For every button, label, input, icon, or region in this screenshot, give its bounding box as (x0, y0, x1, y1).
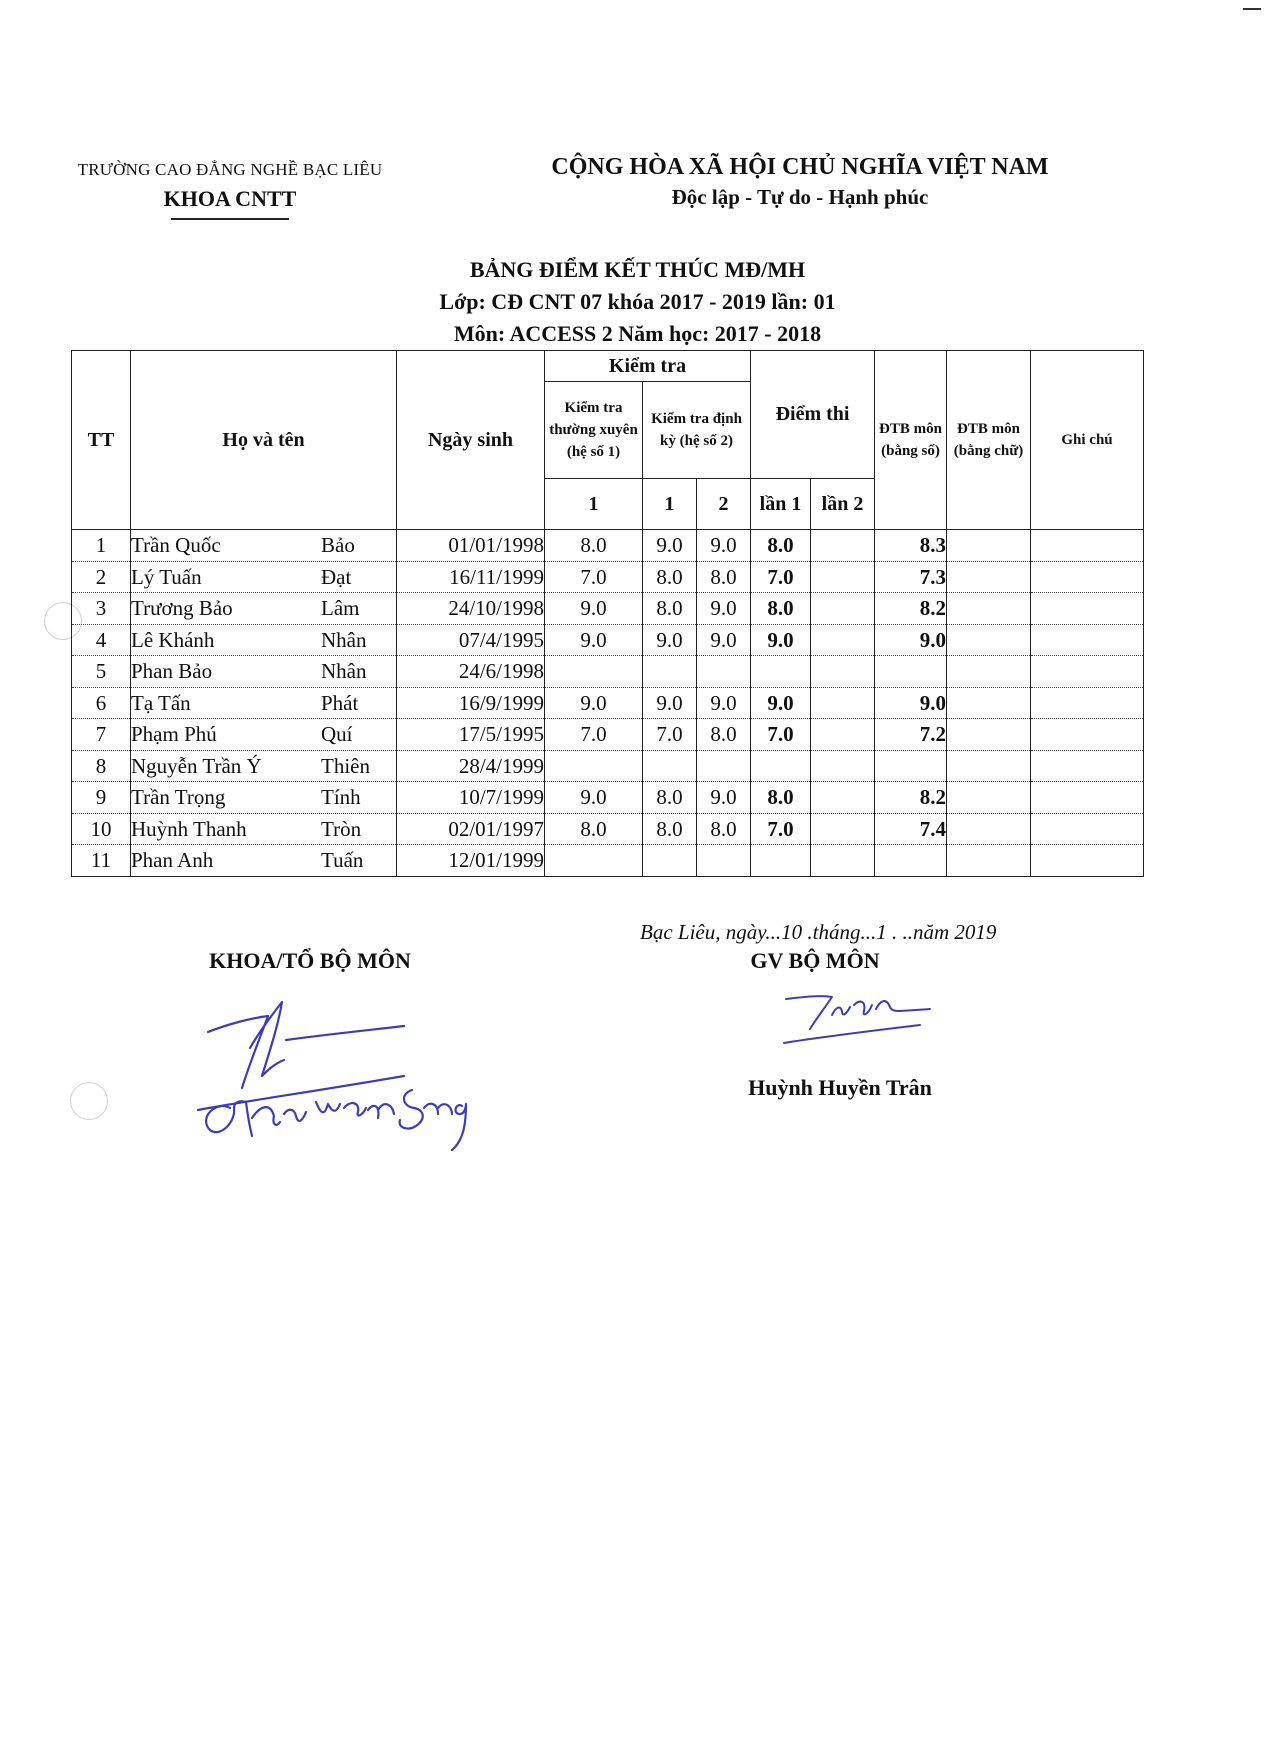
cell-tt: 11 (72, 845, 131, 877)
cell-lan-2 (811, 530, 875, 562)
cell-ghi-chu (1031, 750, 1144, 782)
cell-lan-1: 8.0 (751, 593, 811, 625)
cell-lan-1: 7.0 (751, 561, 811, 593)
table-row (72, 845, 1144, 877)
cell-ghi-chu (1031, 687, 1144, 719)
table-row (72, 750, 1144, 782)
cell-lan-1 (751, 750, 811, 782)
republic-title: CỘNG HÒA XÃ HỘI CHỦ NGHĨA VIỆT NAM (551, 154, 1049, 180)
cell-dtb-chu (947, 656, 1031, 688)
school-name: TRƯỜNG CAO ĐẲNG NGHỀ BẠC LIÊU (77, 160, 383, 179)
cell-lan-2 (811, 845, 875, 877)
cell-ktdk-1: 8.0 (643, 782, 697, 814)
cell-dob: 07/4/1995 (397, 624, 545, 656)
cell-ktx: 8.0 (545, 813, 643, 845)
cell-dob: 12/01/1999 (397, 845, 545, 877)
cell-dtb-chu (947, 719, 1031, 751)
cell-dtb-so (875, 656, 947, 688)
header-diem-thi: Điểm thi (751, 351, 875, 479)
cell-ktdk-1 (643, 656, 697, 688)
cell-ktdk-2: 9.0 (697, 782, 751, 814)
cell-dob: 16/11/1999 (397, 561, 545, 593)
subject-line: Môn: ACCESS 2 Năm học: 2017 - 2018 (453, 321, 822, 346)
cell-name (131, 845, 397, 877)
cell-ktdk-2: 8.0 (697, 561, 751, 593)
cell-tt: 3 (72, 593, 131, 625)
cell-ktdk-2: 8.0 (697, 813, 751, 845)
cell-name (131, 656, 397, 688)
cell-ktdk-1 (643, 750, 697, 782)
table-row (72, 593, 1144, 625)
cell-lan-1: 9.0 (751, 624, 811, 656)
student-first-name: Tạ Tấn (131, 690, 191, 715)
table-row (72, 561, 1144, 593)
department-underline (171, 218, 289, 220)
cell-ktdk-2 (697, 656, 751, 688)
department-signer-title: KHOA/TỔ BỘ MÔN (209, 948, 411, 973)
header-ktx: Kiểm tra thường xuyên (hệ số 1) (545, 382, 643, 479)
cell-lan-2 (811, 656, 875, 688)
cell-dob: 28/4/1999 (397, 750, 545, 782)
cell-name (131, 687, 397, 719)
punch-hole (70, 1082, 108, 1120)
cell-dtb-so: 9.0 (875, 624, 947, 656)
cell-tt: 5 (72, 656, 131, 688)
student-first-name: Nguyễn Trần Ý (131, 753, 262, 778)
cell-ktx (545, 750, 643, 782)
cell-lan-1: 8.0 (751, 530, 811, 562)
cell-dtb-so: 7.4 (875, 813, 947, 845)
cell-ktx: 7.0 (545, 719, 643, 751)
cell-dtb-chu (947, 687, 1031, 719)
cell-tt: 7 (72, 719, 131, 751)
grade-table (71, 350, 1144, 877)
cell-name (131, 561, 397, 593)
cell-dtb-chu (947, 750, 1031, 782)
cell-name (131, 750, 397, 782)
header-dob: Ngày sinh (397, 351, 545, 530)
cell-ktdk-1: 9.0 (643, 687, 697, 719)
cell-ghi-chu (1031, 530, 1144, 562)
cell-ktx (545, 845, 643, 877)
cell-ghi-chu (1031, 593, 1144, 625)
cell-ktdk-1: 8.0 (643, 561, 697, 593)
teacher-handwritten-signature (780, 985, 940, 1055)
cell-lan-2 (811, 561, 875, 593)
student-last-name: Quí (321, 722, 353, 747)
cell-lan-1 (751, 656, 811, 688)
cell-ktx: 9.0 (545, 687, 643, 719)
teacher-name: Huỳnh Huyền Trân (748, 1075, 932, 1100)
student-first-name: Phan Anh (131, 848, 214, 873)
cell-dtb-chu (947, 530, 1031, 562)
student-last-name: Thiên (321, 753, 370, 778)
header-lan-2: lần 2 (811, 479, 875, 530)
student-first-name: Trương Bảo (131, 596, 233, 621)
cell-tt: 1 (72, 530, 131, 562)
cell-dtb-chu (947, 813, 1031, 845)
cell-lan-2 (811, 719, 875, 751)
cell-dob: 24/10/1998 (397, 593, 545, 625)
student-last-name: Đạt (321, 564, 352, 589)
cell-ktx: 8.0 (545, 530, 643, 562)
cell-lan-2 (811, 782, 875, 814)
cell-ktx (545, 656, 643, 688)
student-first-name: Phan Bảo (131, 659, 213, 684)
cell-dob: 02/01/1997 (397, 813, 545, 845)
national-motto: Độc lập - Tự do - Hạnh phúc (671, 185, 929, 209)
cell-ktdk-2: 9.0 (697, 530, 751, 562)
header-lan-1: lần 1 (751, 479, 811, 530)
cell-ktdk-2: 8.0 (697, 719, 751, 751)
cell-name (131, 782, 397, 814)
cell-ghi-chu (1031, 624, 1144, 656)
student-last-name: Tròn (321, 816, 362, 841)
page-edge-mark (1243, 8, 1261, 10)
cell-ktdk-2: 9.0 (697, 624, 751, 656)
student-first-name: Phạm Phú (131, 722, 217, 747)
cell-dob: 01/01/1998 (397, 530, 545, 562)
student-first-name: Lê Khánh (131, 627, 215, 652)
cell-lan-2 (811, 687, 875, 719)
cell-dtb-chu (947, 624, 1031, 656)
student-last-name: Bảo (321, 533, 355, 558)
department-handwritten-signature (190, 990, 480, 1160)
table-row (72, 530, 1144, 562)
cell-name (131, 530, 397, 562)
cell-ktdk-2 (697, 845, 751, 877)
cell-ktx: 7.0 (545, 561, 643, 593)
cell-ktdk-1: 8.0 (643, 813, 697, 845)
student-last-name: Nhân (321, 659, 367, 684)
cell-dtb-chu (947, 593, 1031, 625)
cell-ghi-chu (1031, 656, 1144, 688)
table-row (72, 813, 1144, 845)
cell-ghi-chu (1031, 845, 1144, 877)
cell-dtb-so: 8.2 (875, 593, 947, 625)
header-ktdk-1: 1 (643, 479, 697, 530)
table-row (72, 719, 1144, 751)
cell-ktdk-2 (697, 750, 751, 782)
cell-dtb-so: 8.2 (875, 782, 947, 814)
cell-ktdk-1 (643, 845, 697, 877)
cell-lan-2 (811, 593, 875, 625)
student-last-name: Nhân (321, 627, 367, 652)
table-row (72, 656, 1144, 688)
cell-dtb-so: 8.3 (875, 530, 947, 562)
cell-tt: 8 (72, 750, 131, 782)
cell-tt: 4 (72, 624, 131, 656)
cell-name (131, 719, 397, 751)
header-ktdk: Kiểm tra định kỳ (hệ số 2) (643, 382, 751, 479)
cell-lan-1: 7.0 (751, 813, 811, 845)
class-line: Lớp: CĐ CNT 07 khóa 2017 - 2019 lần: 01 (439, 289, 836, 314)
cell-dtb-so (875, 845, 947, 877)
issuer-block (60, 160, 400, 220)
header-ktx-1: 1 (545, 479, 643, 530)
cell-dob: 10/7/1999 (397, 782, 545, 814)
cell-ghi-chu (1031, 561, 1144, 593)
header-name: Họ và tên (131, 351, 397, 530)
cell-ktdk-1: 9.0 (643, 624, 697, 656)
cell-dtb-chu (947, 845, 1031, 877)
cell-dob: 16/9/1999 (397, 687, 545, 719)
cell-ghi-chu (1031, 813, 1144, 845)
cell-dob: 17/5/1995 (397, 719, 545, 751)
header-dtb-so: ĐTB môn (bằng số) (875, 351, 947, 530)
signing-date: Bạc Liêu, ngày...10 .tháng...1 . ..năm 2019 (640, 920, 997, 944)
header-ktdk-2: 2 (697, 479, 751, 530)
cell-ktdk-1: 9.0 (643, 530, 697, 562)
student-first-name: Trần Trọng (131, 785, 226, 810)
national-header (520, 154, 1080, 210)
header-kiem-tra: Kiểm tra (545, 351, 751, 382)
table-row (72, 624, 1144, 656)
cell-ktdk-1: 7.0 (643, 719, 697, 751)
cell-ktdk-2: 9.0 (697, 687, 751, 719)
student-last-name: Phát (321, 690, 359, 715)
cell-ktdk-2: 9.0 (697, 593, 751, 625)
student-last-name: Tuấn (321, 848, 364, 873)
cell-ktdk-1: 8.0 (643, 593, 697, 625)
teacher-signer-title: GV BỘ MÔN (750, 948, 880, 973)
cell-dtb-so: 9.0 (875, 687, 947, 719)
cell-name (131, 624, 397, 656)
header-tt: TT (72, 351, 131, 530)
cell-tt: 10 (72, 813, 131, 845)
cell-name (131, 593, 397, 625)
header-dtb-chu: ĐTB môn (bằng chữ) (947, 351, 1031, 530)
cell-lan-2 (811, 750, 875, 782)
cell-ktx: 9.0 (545, 624, 643, 656)
header-ghi-chu: Ghi chú (1031, 351, 1144, 530)
student-last-name: Tính (321, 785, 361, 810)
student-first-name: Lý Tuấn (131, 564, 202, 589)
student-first-name: Huỳnh Thanh (131, 816, 247, 841)
cell-tt: 2 (72, 561, 131, 593)
department-name: KHOA CNTT (163, 186, 297, 211)
cell-dtb-so: 7.3 (875, 561, 947, 593)
cell-name (131, 813, 397, 845)
cell-dob: 24/6/1998 (397, 656, 545, 688)
cell-tt: 9 (72, 782, 131, 814)
cell-lan-1: 7.0 (751, 719, 811, 751)
cell-dtb-so: 7.2 (875, 719, 947, 751)
student-last-name: Lâm (321, 596, 360, 621)
cell-dtb-chu (947, 782, 1031, 814)
table-row (72, 687, 1144, 719)
cell-lan-1: 9.0 (751, 687, 811, 719)
document-title: BẢNG ĐIỂM KẾT THÚC MĐ/MH (469, 257, 806, 282)
cell-ghi-chu (1031, 719, 1144, 751)
cell-lan-1 (751, 845, 811, 877)
cell-lan-2 (811, 624, 875, 656)
document-title-block (0, 254, 1275, 350)
cell-ghi-chu (1031, 782, 1144, 814)
cell-ktx: 9.0 (545, 593, 643, 625)
cell-lan-1: 8.0 (751, 782, 811, 814)
cell-tt: 6 (72, 687, 131, 719)
student-first-name: Trần Quốc (131, 533, 221, 558)
cell-lan-2 (811, 813, 875, 845)
cell-dtb-chu (947, 561, 1031, 593)
cell-ktx: 9.0 (545, 782, 643, 814)
cell-dtb-so (875, 750, 947, 782)
table-row (72, 782, 1144, 814)
